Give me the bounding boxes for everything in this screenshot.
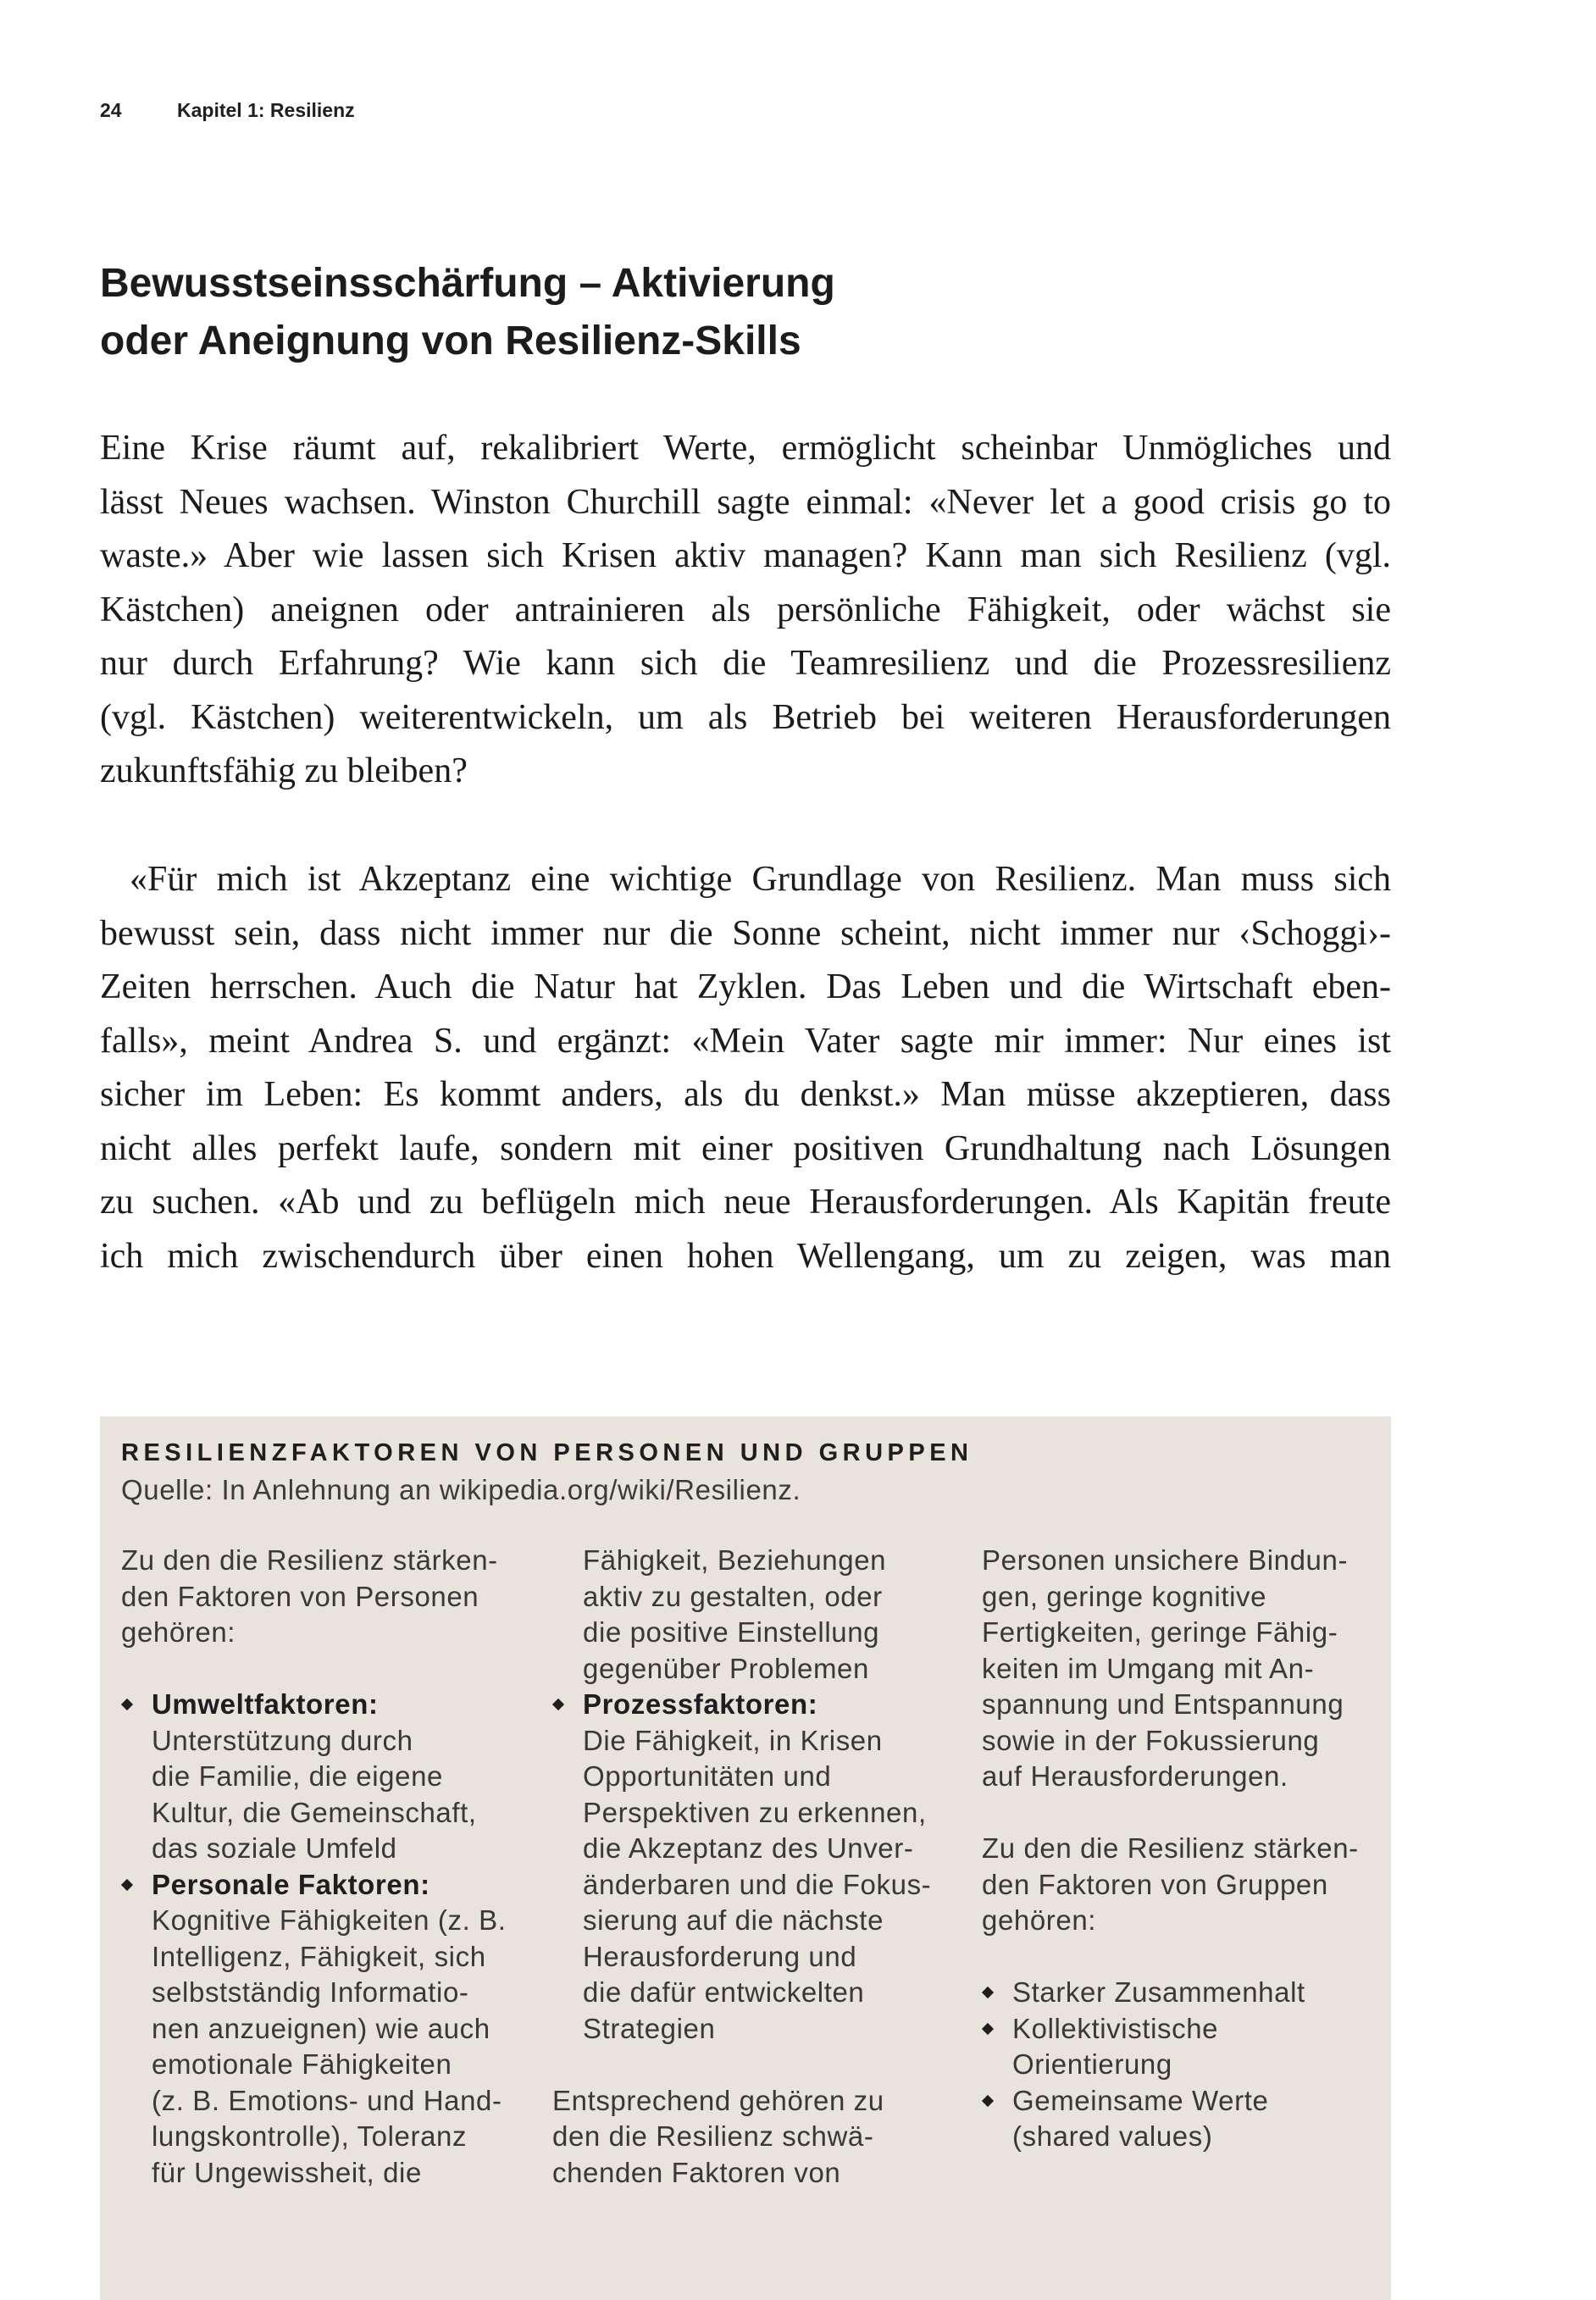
list-item-line bbox=[121, 1831, 519, 1867]
list-item-line bbox=[552, 1903, 950, 1939]
box-paragraph bbox=[982, 1543, 1380, 1795]
list-item-line-text: die dafür entwickelten bbox=[583, 1976, 865, 2008]
box-text-line-text: auf Herausforderungen. bbox=[982, 1760, 1288, 1792]
list-item-line-text: Orientierung bbox=[1012, 2048, 1172, 2080]
info-box bbox=[100, 1416, 1391, 2300]
box-text-line-text: gehören: bbox=[121, 1616, 236, 1648]
box-text-line bbox=[982, 1903, 1380, 1939]
box-text-line-text: den Faktoren von Personen bbox=[121, 1580, 479, 1612]
list-item-line-text: Opportunitäten und bbox=[583, 1760, 832, 1792]
list-item-line-text: sierung auf die nächste bbox=[583, 1904, 884, 1936]
list-item-line-text: Gemeinsame Werte bbox=[1012, 2084, 1269, 2116]
body-text-line: lässt Neues wachsen. Winston Churchill sagte einmal: «Never let a good crisis go to bbox=[100, 482, 1391, 522]
list-item bbox=[121, 1687, 519, 1867]
list-item-line bbox=[121, 1759, 519, 1795]
list-item bbox=[982, 2083, 1380, 2155]
bullet-diamond-icon bbox=[552, 1699, 564, 1710]
box-text-line bbox=[552, 2155, 950, 2192]
list-item-line-text: änderbaren und die Fokus- bbox=[583, 1868, 932, 1900]
page-number: 24 bbox=[100, 99, 122, 121]
list-item-line-text: für Ungewissheit, die bbox=[152, 2156, 422, 2188]
list-item-line-text: aktiv zu gestalten, oder bbox=[583, 1580, 883, 1612]
bullet-diamond-icon bbox=[982, 2094, 994, 2106]
list-item-line bbox=[982, 2047, 1380, 2083]
section-heading-line: oder Aneignung von Resilienz-Skills bbox=[100, 319, 801, 363]
list-item-line-text: Intelligenz, Fähigkeit, sich bbox=[152, 1940, 486, 1972]
bullet-list bbox=[982, 1975, 1380, 2155]
list-item-line-text: gegenüber Problemen bbox=[583, 1652, 869, 1684]
box-text-line bbox=[982, 1867, 1380, 1904]
list-item bbox=[552, 1687, 950, 2047]
box-text-line bbox=[552, 2119, 950, 2155]
box-source: Quelle: In Anlehnung an wikipedia.org/wiki/Resilienz. bbox=[121, 1474, 801, 1505]
box-text-line bbox=[121, 1615, 519, 1651]
bullet-diamond-icon bbox=[121, 1878, 133, 1890]
box-text-line-text: spannung und Entspannung bbox=[982, 1688, 1344, 1720]
body-text-line: Kästchen) aneignen oder antrainieren als persönliche Fähigkeit, oder wächst sie bbox=[100, 590, 1391, 629]
list-item-line-text: die positive Einstellung bbox=[583, 1616, 880, 1648]
list-item-line bbox=[982, 2119, 1380, 2155]
list-item-line bbox=[982, 2083, 1380, 2120]
list-item-line-text: nen anzueignen) wie auch bbox=[152, 2012, 490, 2044]
list-item-line-text: Kollektivistische bbox=[1012, 2012, 1219, 2044]
box-title: RESILIENZFAKTOREN VON PERSONEN UND GRUPPEN bbox=[121, 1439, 973, 1466]
body-text-line: zu suchen. «Ab und zu beflügeln mich neue Herausforderungen. Als Kapitän freute bbox=[100, 1183, 1391, 1222]
box-text-line-text: Zu den die Resilienz stärken- bbox=[982, 1832, 1359, 1864]
box-text-line bbox=[982, 1723, 1380, 1760]
box-column bbox=[121, 1543, 519, 2191]
list-item-line-text: selbstständig Informatio- bbox=[152, 1976, 469, 2008]
list-item-line bbox=[121, 2083, 519, 2120]
list-item-line-text: lungskontrolle), Toleranz bbox=[152, 2120, 468, 2152]
body-text-line: bewusst sein, dass nicht immer nur die Sonne scheint, nicht immer nur ‹Schoggi›- bbox=[100, 913, 1391, 953]
list-item-heading bbox=[552, 1687, 950, 1723]
list-item-line-text: Unterstützung durch bbox=[152, 1724, 413, 1756]
list-item-line bbox=[552, 1723, 950, 1760]
box-text-line-text: gen, geringe kognitive bbox=[982, 1580, 1267, 1612]
box-text-line-text: Personen unsichere Bindun- bbox=[982, 1544, 1349, 1576]
box-paragraph bbox=[552, 2083, 950, 2192]
list-item-line bbox=[552, 1867, 950, 1904]
body-text-line: nur durch Erfahrung? Wie kann sich die Teamresilienz und die Prozessresilienz bbox=[100, 644, 1391, 683]
list-item-heading-text: Umweltfaktoren: bbox=[152, 1688, 379, 1720]
box-paragraph bbox=[121, 1543, 519, 1651]
box-text-line-text: den die Resilienz schwä- bbox=[552, 2120, 874, 2152]
bullet-list bbox=[121, 1687, 519, 2191]
box-text-line bbox=[982, 1579, 1380, 1616]
list-item-line-text: die Familie, die eigene bbox=[152, 1760, 443, 1792]
list-item-line bbox=[552, 1759, 950, 1795]
list-item-line bbox=[121, 2047, 519, 2083]
list-item-line bbox=[552, 1795, 950, 1832]
list-item-line-text: (z. B. Emotions- und Hand- bbox=[152, 2084, 502, 2116]
list-item-line bbox=[552, 1975, 950, 2011]
body-text-line: waste.» Aber wie lassen sich Krisen aktiv managen? Kann man sich Resilienz (vgl. bbox=[100, 536, 1391, 575]
list-item bbox=[982, 2011, 1380, 2083]
list-item-heading bbox=[121, 1867, 519, 1904]
body-paragraph bbox=[100, 422, 1391, 799]
body-text-line: ich mich zwischendurch über einen hohen Wellengang, um zu zeigen, was man bbox=[100, 1236, 1391, 1276]
box-text-line bbox=[982, 1615, 1380, 1651]
body-paragraph bbox=[100, 853, 1391, 1283]
list-item-line-text: Kognitive Fähigkeiten (z. B. bbox=[152, 1904, 507, 1936]
body-text-line: (vgl. Kästchen) weiterentwickeln, um als Betrieb bei weiteren Herausforderungen bbox=[100, 697, 1391, 737]
box-text-line-text: sowie in der Fokussierung bbox=[982, 1724, 1320, 1756]
box-text-line bbox=[982, 1831, 1380, 1867]
list-item-line-text: Die Fähigkeit, in Krisen bbox=[583, 1724, 883, 1756]
list-item-line-text: die Akzeptanz des Unver- bbox=[583, 1832, 914, 1864]
bullet-diamond-icon bbox=[121, 1699, 133, 1710]
list-item-line bbox=[552, 1651, 950, 1688]
bullet-list bbox=[552, 1543, 950, 2047]
box-text-line-text: Fertigkeiten, geringe Fähig- bbox=[982, 1616, 1338, 1648]
bullet-diamond-icon bbox=[982, 2022, 994, 2034]
list-item-line-text: Kultur, die Gemeinschaft, bbox=[152, 1796, 477, 1828]
bullet-diamond-icon bbox=[982, 1987, 994, 1998]
list-item-line bbox=[121, 1939, 519, 1976]
list-item-line bbox=[121, 2119, 519, 2155]
list-item-line bbox=[552, 1543, 950, 1579]
section-heading bbox=[100, 255, 835, 370]
list-item-line-text: Strategien bbox=[583, 2012, 716, 2044]
box-text-line-text: den Faktoren von Gruppen bbox=[982, 1868, 1328, 1900]
body-text-line: Eine Krise räumt auf, rekalibriert Werte, ermöglicht scheinbar Unmögliches und bbox=[100, 429, 1391, 468]
body-text-line: sicher im Leben: Es kommt anders, als du denkst.» Man müsse akzeptieren, dass bbox=[100, 1075, 1391, 1114]
list-item-line bbox=[982, 2011, 1380, 2048]
box-text-line bbox=[982, 1687, 1380, 1723]
body-text-line: Zeiten herrschen. Auch die Natur hat Zyklen. Das Leben und die Wirtschaft eben- bbox=[100, 967, 1391, 1006]
body-text-line: «Für mich ist Akzeptanz eine wichtige Grundlage von Resilienz. Man muss sich bbox=[130, 860, 1391, 899]
list-item-line bbox=[552, 1939, 950, 1976]
list-item-line bbox=[121, 1723, 519, 1760]
list-item bbox=[982, 1975, 1380, 2011]
list-item-line-text: emotionale Fähigkeiten bbox=[152, 2048, 452, 2080]
list-item-line-text: Perspektiven zu erkennen, bbox=[583, 1796, 927, 1828]
box-text-line bbox=[121, 1543, 519, 1579]
list-item-line bbox=[121, 2155, 519, 2192]
box-text-line-text: Entsprechend gehören zu bbox=[552, 2084, 884, 2116]
body-text-line: nicht alles perfekt laufe, sondern mit einer positiven Grundhaltung nach Lösungen bbox=[100, 1128, 1391, 1168]
box-text-line-text: keiten im Umgang mit An- bbox=[982, 1652, 1315, 1684]
list-item-line-text: Fähigkeit, Beziehungen bbox=[583, 1544, 887, 1576]
body-text-line: falls», meint Andrea S. und ergänzt: «Mein Vater sagte mir immer: Nur eines ist bbox=[100, 1021, 1391, 1061]
box-text-line bbox=[982, 1543, 1380, 1579]
box-text-line-text: gehören: bbox=[982, 1904, 1097, 1936]
section-heading-line: Bewusstseinsschärfung – Aktivierung bbox=[100, 261, 835, 306]
chapter-title: Kapitel 1: Resilienz bbox=[177, 99, 355, 121]
list-item-line-text: das soziale Umfeld bbox=[152, 1832, 397, 1864]
list-item-line bbox=[121, 1795, 519, 1832]
list-item-line bbox=[121, 2011, 519, 2048]
list-item-line bbox=[552, 1615, 950, 1651]
box-text-line-text: Zu den die Resilienz stärken- bbox=[121, 1544, 498, 1576]
list-item-heading-text: Prozessfaktoren: bbox=[583, 1688, 818, 1720]
body-text-line: zukunftsfähig zu bleiben? bbox=[100, 751, 468, 790]
list-item bbox=[121, 1867, 519, 2192]
box-text-line bbox=[121, 1579, 519, 1616]
list-item-line bbox=[552, 1831, 950, 1867]
box-text-line bbox=[552, 2083, 950, 2120]
box-paragraph bbox=[982, 1831, 1380, 1939]
list-item-line bbox=[121, 1975, 519, 2011]
box-text-line-text: chenden Faktoren von bbox=[552, 2156, 841, 2188]
list-item-heading bbox=[121, 1687, 519, 1723]
box-text-line bbox=[982, 1759, 1380, 1795]
box-text-line bbox=[982, 1651, 1380, 1688]
list-item-line-text: (shared values) bbox=[1012, 2120, 1213, 2152]
list-item-line bbox=[552, 2011, 950, 2048]
list-item-line bbox=[552, 1579, 950, 1616]
list-item-line-text: Starker Zusammenhalt bbox=[1012, 1976, 1305, 2008]
box-column bbox=[982, 1543, 1380, 2155]
list-item-heading-text: Personale Faktoren: bbox=[152, 1868, 430, 1900]
list-item-line bbox=[121, 1903, 519, 1939]
box-column bbox=[552, 1543, 950, 2191]
list-item-line-text: Herausforderung und bbox=[583, 1940, 857, 1972]
list-item-line bbox=[982, 1975, 1380, 2011]
